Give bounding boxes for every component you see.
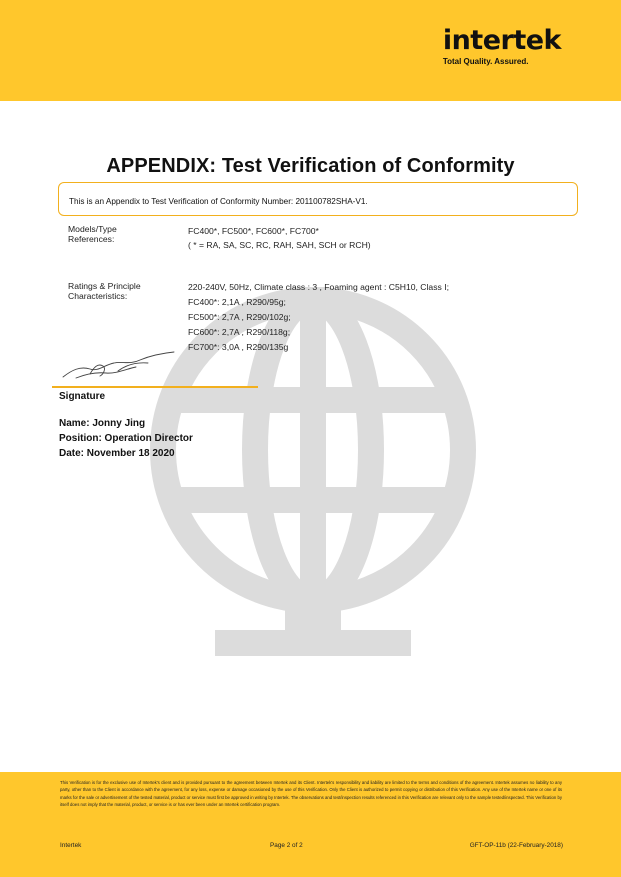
ratings-label: Ratings & Principle Characteristics: [68, 281, 141, 301]
handwritten-signature [60, 347, 180, 387]
ratings-line-5: FC700*: 3,0A , R290/135g [188, 342, 289, 352]
intertek-logo [443, 26, 561, 66]
logo-wordmark: intertek [442, 25, 561, 56]
intro-box [58, 182, 578, 216]
footer-disclaimer: This Verification is for the exclusive use of Intertek's client and is provided pursuant to the agreement between Intertek and its Client. Intertek's responsibility and liability are limited to the terms and conditions of the agreement. Intertek assumes no liability to any party, other than to the Client in accordance with the agreement, for any loss, expense or damage occasioned by the use of this Verification. Only the Client is authorized to permit copying or distribution of this Verification. Any use of the Intertek name or one of its marks for the sale or advertisement of the tested material, product or service must first be approved in writing by Intertek. The observations and test/inspection results referenced in this Verification are relevant only to the sample tested/inspected. This Verification by itself does not imply that the material, product, or service is or has ever been under an Intertek certification program. [60, 780, 562, 808]
intro-text: This is an Appendix to Test Verification of Conformity Number: 201100782SHA-V1. [69, 197, 368, 206]
models-line-2: ( * = RA, SA, SC, RC, RAH, SAH, SCH or RCH) [188, 240, 371, 250]
models-line-1: FC400*, FC500*, FC600*, FC700* [188, 226, 319, 236]
models-label: Models/Type References: [68, 224, 117, 244]
ratings-line-4: FC600*: 2,7A , R290/118g; [188, 327, 291, 337]
signatory-position: Position: Operation Director [59, 433, 193, 444]
ratings-line-1: 220-240V, 50Hz, Climate class : 3 , Foaming agent : C5H10, Class I; [188, 282, 449, 292]
signature-line [52, 386, 258, 388]
signature-label: Signature [59, 391, 106, 402]
globe-watermark-icon [120, 245, 505, 675]
page-number: Page 2 of 2 [270, 842, 303, 849]
logo-tagline: Total Quality. Assured. [442, 57, 529, 66]
ratings-line-3: FC500*: 2,7A , R290/102g; [188, 312, 291, 322]
signature-date: Date: November 18 2020 [59, 448, 175, 459]
footer-company: Intertek [60, 842, 82, 849]
ratings-line-2: FC400*: 2,1A , R290/95g; [188, 297, 286, 307]
page-title: APPENDIX: Test Verification of Conformity [106, 155, 515, 177]
form-reference: GFT-OP-11b (22-February-2018) [469, 842, 563, 849]
signatory-name: Name: Jonny Jing [59, 418, 146, 429]
